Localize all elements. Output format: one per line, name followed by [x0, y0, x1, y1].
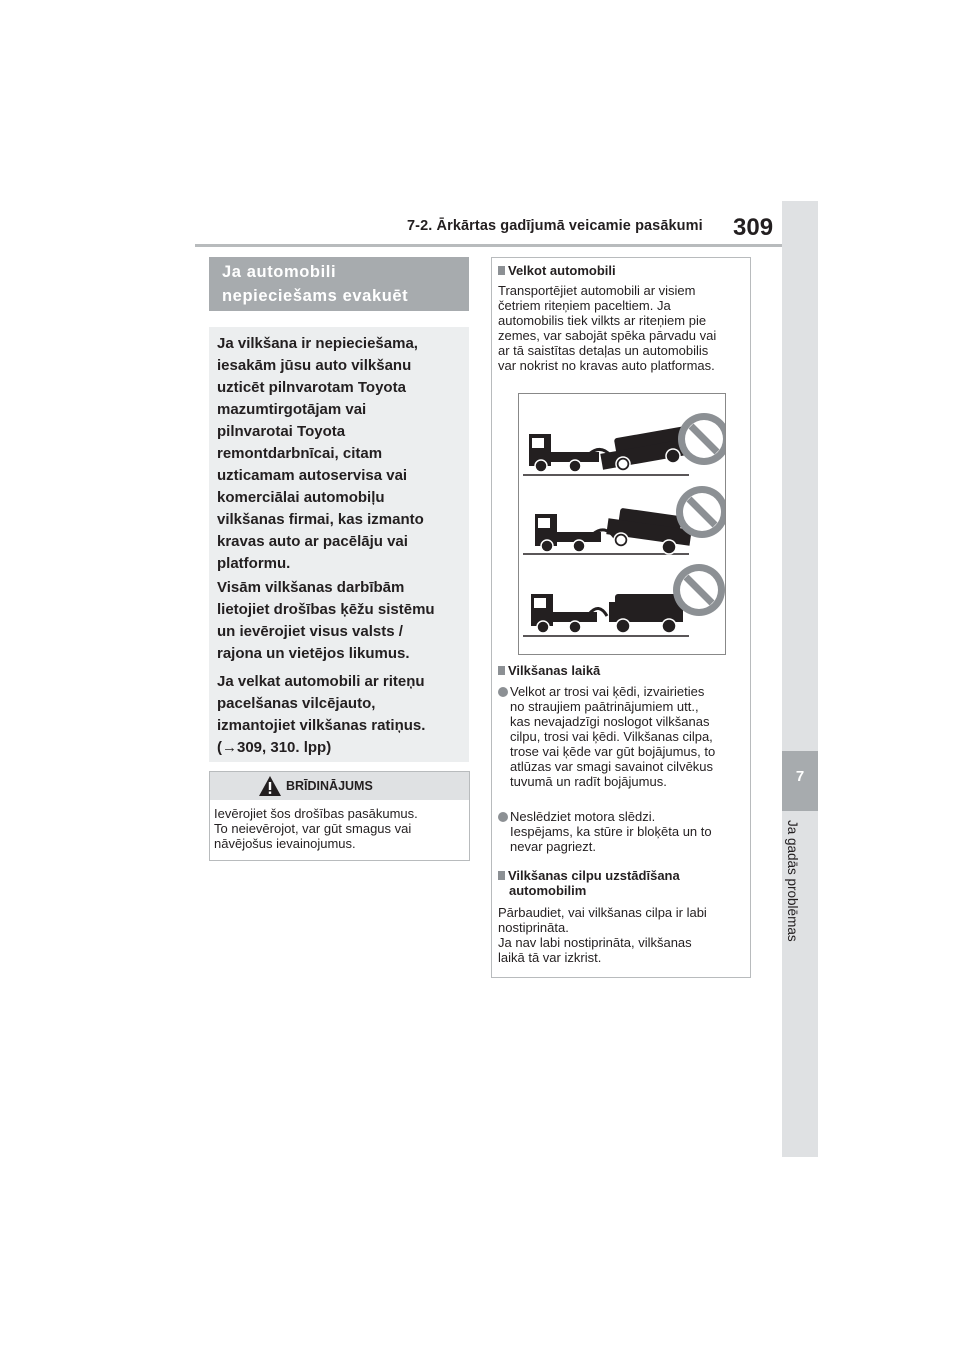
square-bullet-icon	[498, 266, 505, 275]
towing-description: Transportējiet automobili ar visiem četriem riteņiem paceltiem. Ja automobilis tiek vilkts ar riteņiem pie zemes, var sabojāt spēka pārvadu vai ar tā saistītas detaļas un automobilis var nokrist no kravas auto platformas.	[498, 283, 717, 373]
towing-eyelet-text: Pārbaudiet, vai vilkšanas cilpa ir labi nostiprināta. Ja nav labi nostiprināta, vilkšanas laikā tā var izkrist.	[498, 905, 707, 965]
section-banner	[209, 257, 469, 311]
warning-title: BRĪDINĀJUMS	[286, 779, 373, 793]
towing-info-panel	[491, 257, 751, 978]
towing-recommendation-text: Ja vilkšana ir nepieciešama, iesakām jūsu auto vilkšanu uzticēt pilnvarotam Toyota mazumtirgotājam vai pilnvarotai Toyota remontdarbnīcai, citam uzticamam autoservisa vai komerciālai automobiļu vilkšanas firmai, kas izmanto kravas auto ar pacēlāju vai platformu.	[217, 335, 424, 572]
dolly-text: Ja velkat automobili ar riteņu pacelšanas vilcējauto, izmantojiet vilkšanas ratiņus. (→309, 310. lpp)	[217, 673, 426, 756]
page-number: 309	[733, 214, 774, 241]
warning-triangle-icon	[258, 775, 282, 797]
header-divider	[195, 244, 785, 247]
square-bullet-icon	[498, 666, 505, 675]
chapter-side-tab	[782, 201, 818, 1157]
banner-line: nepieciešams evakuēt	[222, 287, 409, 305]
prohibited-sign-icon	[673, 564, 725, 616]
round-bullet-icon	[498, 687, 508, 697]
safety-chain-text: Visām vilkšanas darbībām lietojiet drošības ķēžu sistēmu un ievērojiet visus valsts / rajona un vietējos likumus.	[217, 579, 435, 662]
bullet-engine-switch: Neslēdziet motora slēdzi. Iespējams, ka stūre ir bloķēta un to nevar pagriezt.	[510, 809, 712, 854]
prohibited-towing-illustration-2	[523, 508, 692, 554]
round-bullet-icon	[498, 812, 508, 822]
warning-header	[210, 772, 469, 800]
heading-towing: Velkot automobili	[498, 263, 616, 278]
heading-during-towing: Vilkšanas laikā	[498, 663, 600, 678]
chapter-number: 7	[795, 768, 805, 785]
prohibited-towing-illustration-1	[523, 426, 692, 475]
chapter-label: Ja gadās problēmas	[785, 820, 800, 942]
prohibited-towing-illustration-3	[523, 594, 689, 636]
warning-box	[209, 771, 470, 861]
square-bullet-icon	[498, 871, 505, 880]
bullet-towing-cable: Velkot ar trosi vai ķēdi, izvairieties no straujiem paātrinājumiem utt., kas nevajadzīgi noslogot vilkšanas cilpu, trosi vai ķēdi. Vilkšanas cilpa, trose vai ķēde var gūt bojājumus, to atlūzas var smagi savainot cilvēkus tuvumā un radīt bojājumus.	[510, 684, 716, 789]
prohibited-sign-icon	[678, 413, 725, 465]
heading-towing-eyelet: Vilkšanas cilpu uzstādīšana automobilim	[498, 868, 680, 898]
banner-line: Ja automobili	[222, 263, 337, 281]
towing-prohibited-figure	[518, 393, 726, 655]
info-box	[209, 327, 469, 762]
warning-body: Ievērojiet šos drošības pasākumus. To neievērojot, var gūt smagus vai nāvējošus ievainojumus.	[214, 806, 418, 851]
section-title: 7-2. Ārkārtas gadījumā veicamie pasākumi	[407, 218, 703, 234]
